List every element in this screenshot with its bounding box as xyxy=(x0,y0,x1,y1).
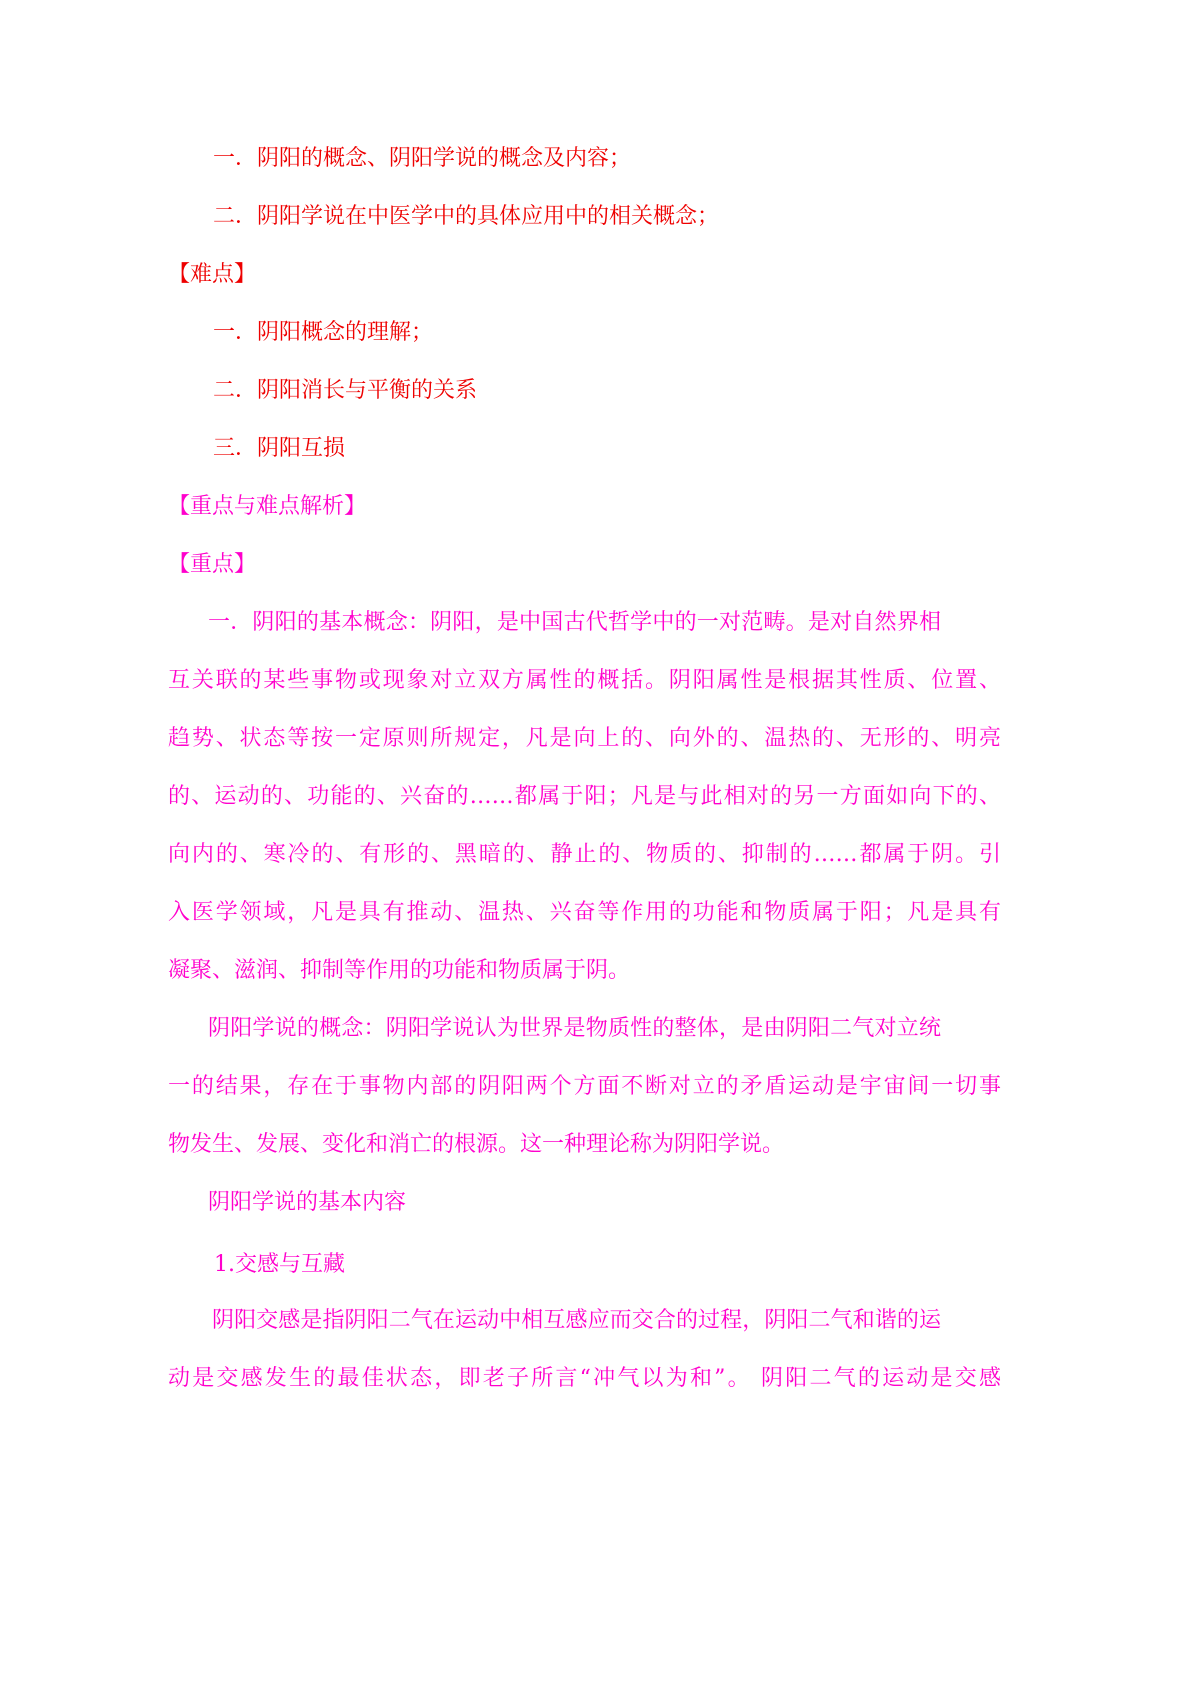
paragraph-line: 阴阳学说的概念：阴阳学说认为世界是物质性的整体，是由阴阳二气对立统 xyxy=(208,1016,941,1041)
paragraph-line: 阴阳交感是指阴阳二气在运动中相互感应而交合的过程，阴阳二气和谐的运 xyxy=(212,1308,941,1333)
paragraph-line: 向内的、寒冷的、有形的、黑暗的、静止的、物质的、抑制的……都属于阴。引 xyxy=(168,842,1001,867)
paragraph-line: 互关联的某些事物或现象对立双方属性的概括。阴阳属性是根据其性质、位置、 xyxy=(168,668,1001,693)
paragraph-line: 的、运动的、功能的、兴奋的……都属于阳；凡是与此相对的另一方面如向下的、 xyxy=(168,784,1001,809)
basic-content-heading: 阴阳学说的基本内容 xyxy=(208,1190,407,1215)
paragraph-line: 凝聚、滋润、抑制等作用的功能和物质属于阴。 xyxy=(168,958,631,983)
difficult-heading: 【难点】 xyxy=(168,262,257,287)
paragraph-line: 入医学领域，凡是具有推动、温热、兴奋等作用的功能和物质属于阳；凡是具有 xyxy=(168,900,1001,925)
analysis-heading: 【重点与难点解析】 xyxy=(168,494,367,519)
difficult-item-3: 三．阴阳互损 xyxy=(213,436,346,461)
paragraph-line: 趋势、状态等按一定原则所规定，凡是向上的、向外的、温热的、无形的、明亮 xyxy=(168,726,1001,751)
paragraph-line: 一．阴阳的基本概念：阴阳，是中国古代哲学中的一对范畴。是对自然界相 xyxy=(208,610,941,635)
key-point-item-1: 一．阴阳的概念、阴阳学说的概念及内容； xyxy=(213,146,632,171)
difficult-item-1: 一．阴阳概念的理解； xyxy=(213,320,434,345)
paragraph-line: 动是交感发生的最佳状态，即老子所言“冲气以为和”。 阴阳二气的运动是交感 xyxy=(168,1366,1001,1391)
difficult-item-2: 二．阴阳消长与平衡的关系 xyxy=(213,378,478,403)
paragraph-line: 一的结果，存在于事物内部的阴阳两个方面不断对立的矛盾运动是宇宙间一切事 xyxy=(168,1074,1001,1099)
paragraph-line: 物发生、发展、变化和消亡的根源。这一种理论称为阴阳学说。 xyxy=(168,1132,785,1157)
key-heading: 【重点】 xyxy=(168,552,257,577)
subsection-heading: 1.交感与互藏 xyxy=(214,1252,345,1277)
key-point-item-2: 二．阴阳学说在中医学中的具体应用中的相关概念； xyxy=(213,204,720,229)
